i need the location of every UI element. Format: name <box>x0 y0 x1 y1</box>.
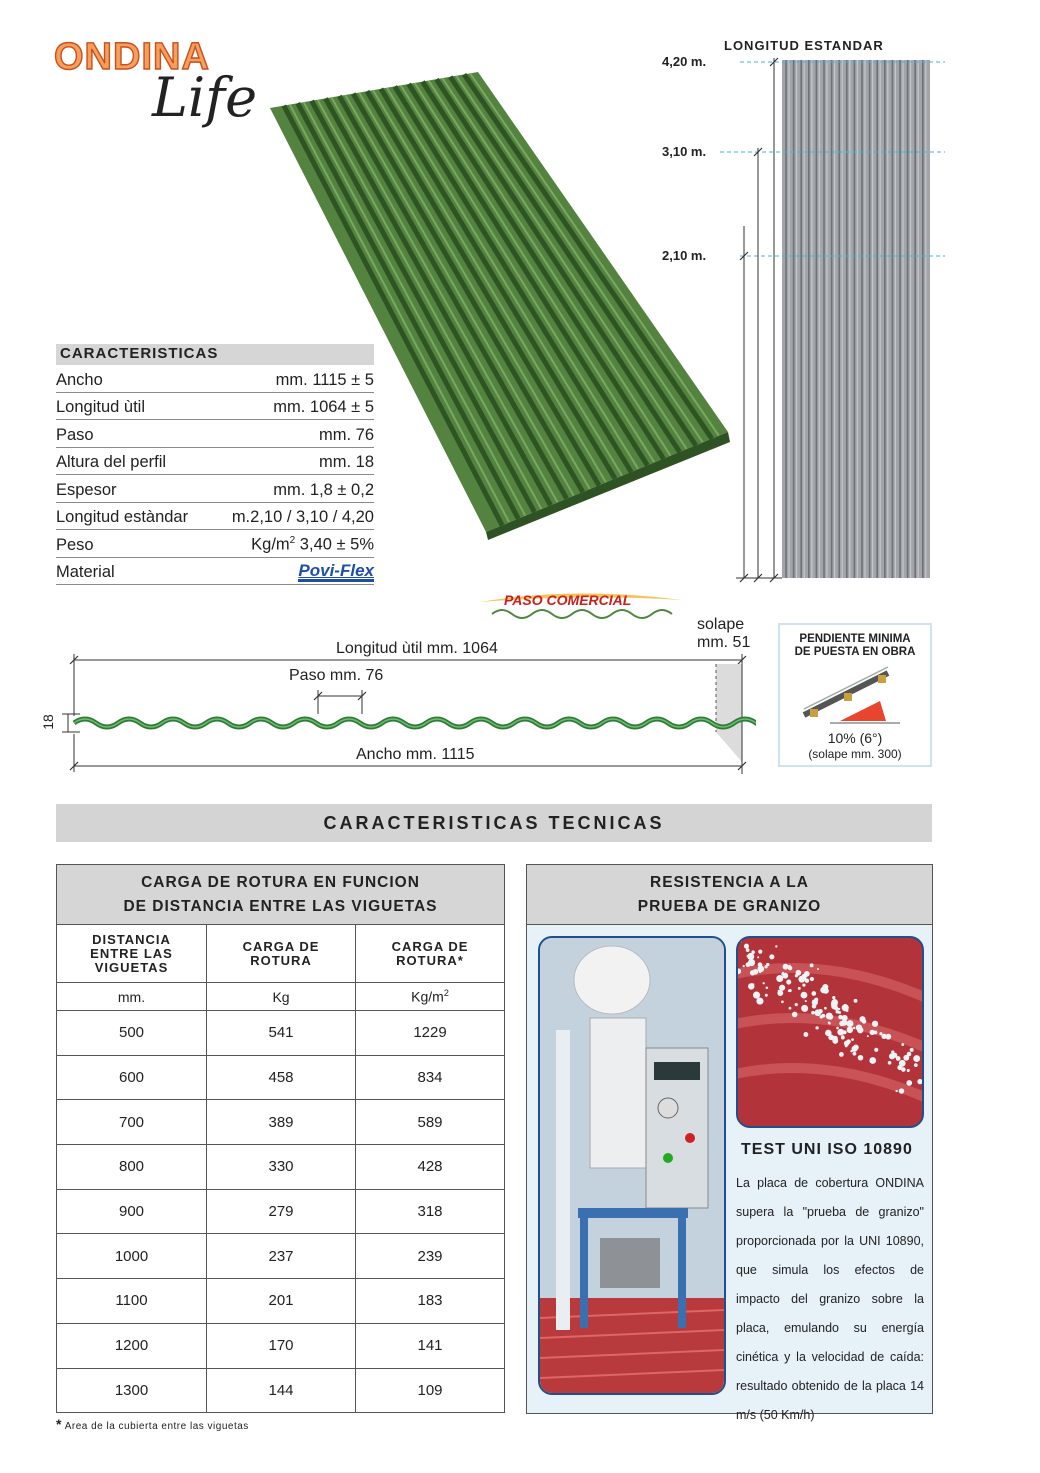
cell: 458 <box>207 1055 356 1100</box>
peso-value: 3,40 ± 5% <box>295 535 374 554</box>
cell: 800 <box>57 1145 207 1190</box>
test-machine-illustration <box>540 938 724 1393</box>
footnote-text: Area de la cubierta entre las viguetas <box>64 1421 249 1432</box>
spec-row-paso <box>56 420 374 448</box>
spec-row-ancho <box>56 365 374 393</box>
cell: 1200 <box>57 1323 207 1368</box>
col-header-carga-m2 <box>356 925 505 983</box>
col-header-line: CARGA DE <box>391 938 469 954</box>
table-row <box>57 1011 505 1056</box>
slope-icon <box>800 665 910 727</box>
spec-label: Material <box>56 563 115 581</box>
ancho-label: Ancho mm. 1115 <box>356 746 475 763</box>
table-row <box>57 1279 505 1324</box>
cell: 279 <box>207 1189 356 1234</box>
cell: 1000 <box>57 1234 207 1279</box>
pendiente-solape: (solape mm. 300) <box>808 747 902 761</box>
caracteristicas-list <box>56 344 374 585</box>
spec-label: Longitud estàndar <box>56 508 189 526</box>
cell: 1100 <box>57 1279 207 1324</box>
spec-label: Espesor <box>56 480 117 499</box>
gray-sheet-illustration <box>640 36 950 586</box>
resistencia-header-line2: PRUEBA DE GRANIZO <box>637 898 822 915</box>
logo-ondina-text: ONDINA <box>54 36 210 78</box>
pendiente-title-line1: PENDIENTE MINIMA <box>799 633 911 645</box>
spec-value: m.2,10 / 3,10 / 4,20 <box>231 508 374 526</box>
length-label-310: 3,10 m. <box>662 144 707 159</box>
unit-kg-m2 <box>356 983 505 1011</box>
altura-label: 18 <box>39 714 56 730</box>
spec-row-material <box>56 558 374 586</box>
cell: 318 <box>356 1189 505 1234</box>
cell: 201 <box>207 1279 356 1324</box>
solape-mm-label: mm. 51 <box>697 634 751 651</box>
longitud-estandar-title: LONGITUD ESTANDAR <box>724 38 884 53</box>
spec-row-espesor <box>56 475 374 503</box>
cell: 389 <box>207 1100 356 1145</box>
table-row <box>57 1055 505 1100</box>
cell: 1300 <box>57 1368 207 1413</box>
cell: 900 <box>57 1189 207 1234</box>
resistencia-header <box>527 865 932 925</box>
unit-sup: 2 <box>443 988 449 999</box>
col-header-line: DISTANCIA <box>92 931 171 947</box>
cell: 237 <box>207 1234 356 1279</box>
resistencia-header-line1: RESISTENCIA A LA <box>650 874 809 891</box>
paso-comercial-text: PASO COMERCIAL <box>504 592 632 608</box>
spec-value: mm. 1115 ± 5 <box>275 370 374 389</box>
cell: 541 <box>207 1011 356 1056</box>
cell: 834 <box>356 1055 505 1100</box>
hail-illustration <box>738 938 922 1126</box>
cell: 700 <box>57 1100 207 1145</box>
length-label-420: 4,20 m. <box>662 54 707 69</box>
logo-life-text: Life <box>152 66 258 129</box>
spec-label: Longitud ùtil <box>56 398 145 416</box>
pendiente-minima-box <box>778 623 932 767</box>
peso-unit: Kg/m <box>251 535 290 554</box>
pendiente-percent: 10% (6°) <box>827 730 883 746</box>
peso-unit-sup: 2 <box>289 535 296 546</box>
col-header-distancia <box>57 925 207 983</box>
table-row <box>57 1368 505 1413</box>
table-row <box>57 1323 505 1368</box>
cell: 1229 <box>356 1011 505 1056</box>
cell: 144 <box>207 1368 356 1413</box>
spec-row-longitud-estandar <box>56 503 374 531</box>
unit-kg: Kg <box>207 983 356 1011</box>
table-caption-line1: CARGA DE ROTURA EN FUNCION <box>141 873 420 891</box>
col-header-line: ENTRE LAS <box>90 945 173 961</box>
unit-kgm: Kg/m <box>411 988 444 1005</box>
poviflex-logo: Povi-Flex <box>298 561 374 580</box>
test-uni-iso-title: TEST UNI ISO 10890 <box>741 1141 913 1158</box>
caracteristicas-header: CARACTERISTICAS <box>56 344 374 365</box>
cell: 239 <box>356 1234 505 1279</box>
cell: 428 <box>356 1145 505 1190</box>
cell: 109 <box>356 1368 505 1413</box>
footnote-star: * <box>56 1416 62 1432</box>
table-row <box>57 1100 505 1145</box>
resistencia-granizo-panel <box>526 864 933 1422</box>
test-description: La placa de cobertura ONDINA supera la "prueba de granizo" proporcionada por la UNI 10890, que simula los efectos de impacto del granizo sobre la placa, emulando su energía cinética y la velocidad de caída: resultado obtenido de la placa 14 m/s (50 Km/h) <box>736 1176 924 1422</box>
test-machine-photo <box>538 936 726 1395</box>
spec-row-peso <box>56 530 374 558</box>
spec-label: Ancho <box>56 370 103 389</box>
solape-label: solape <box>697 616 745 633</box>
hail-on-sheet-photo <box>736 936 924 1128</box>
unit-mm: mm. <box>57 983 207 1011</box>
col-header-line: VIGUETAS <box>94 959 169 975</box>
spec-value <box>251 535 374 555</box>
paso-label: Paso mm. 76 <box>289 667 384 684</box>
col-header-line: CARGA DE <box>242 938 320 954</box>
spec-value: mm. 1,8 ± 0,2 <box>273 480 374 499</box>
pendiente-title <box>780 633 930 659</box>
col-header-line: ROTURA <box>250 952 312 968</box>
spec-label: Peso <box>56 535 94 554</box>
spec-row-longitud-util <box>56 393 374 421</box>
cell: 170 <box>207 1323 356 1368</box>
table-caption <box>57 865 505 925</box>
table-row <box>57 1189 505 1234</box>
spec-value: mm. 76 <box>318 425 374 444</box>
cell: 330 <box>207 1145 356 1190</box>
col-header-carga <box>207 925 356 983</box>
spec-row-altura <box>56 448 374 476</box>
cell: 500 <box>57 1011 207 1056</box>
cell: 589 <box>356 1100 505 1145</box>
spec-value: mm. 1064 ± 5 <box>273 398 374 416</box>
table-row <box>57 1234 505 1279</box>
spec-value: mm. 18 <box>318 453 374 471</box>
table-footnote <box>56 1416 249 1432</box>
table-row <box>57 1145 505 1190</box>
carga-rotura-table <box>56 864 505 1413</box>
longitud-util-label: Longitud ùtil mm. 1064 <box>336 640 498 657</box>
caracteristicas-tecnicas-header: CARACTERISTICAS TECNICAS <box>56 804 932 842</box>
col-header-line: ROTURA* <box>396 952 464 968</box>
spec-label: Paso <box>56 425 94 444</box>
cell: 183 <box>356 1279 505 1324</box>
length-label-210: 2,10 m. <box>662 248 707 263</box>
cell: 600 <box>57 1055 207 1100</box>
table-caption-line2: DE DISTANCIA ENTRE LAS VIGUETAS <box>123 897 438 915</box>
cell: 141 <box>356 1323 505 1368</box>
spec-label: Altura del perfil <box>56 453 167 471</box>
pendiente-title-line2: DE PUESTA EN OBRA <box>794 646 916 658</box>
brand-logo <box>54 36 274 136</box>
